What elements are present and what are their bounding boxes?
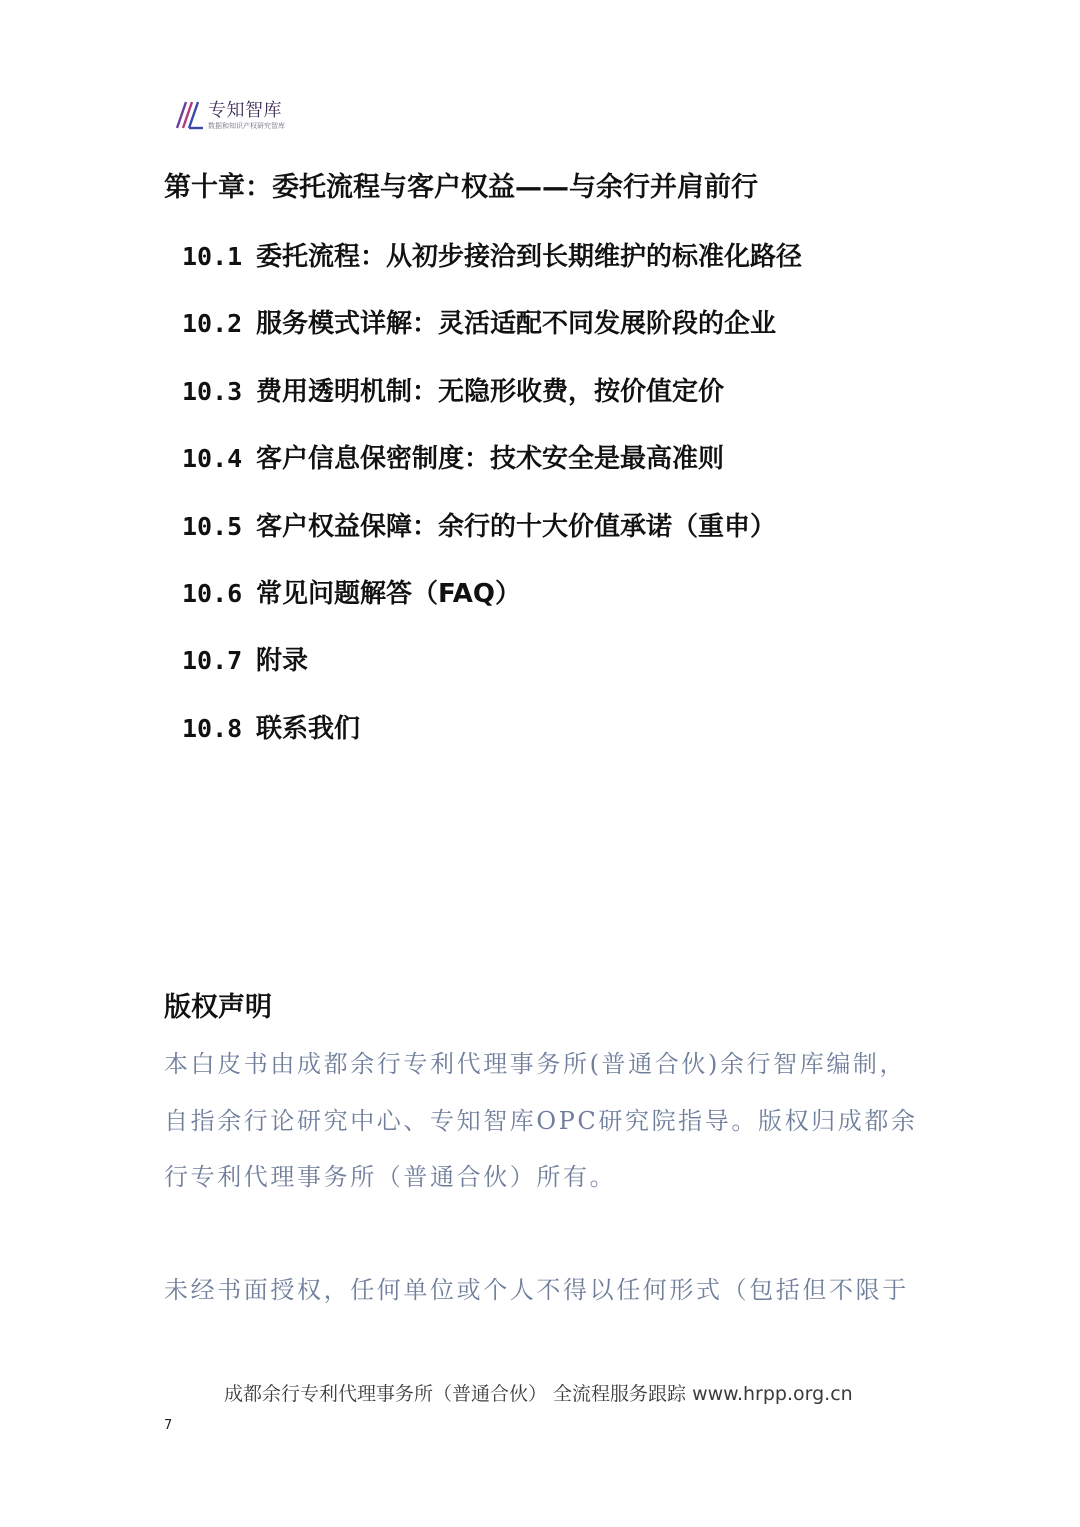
- toc-item-title: 客户信息保密制度：技术安全是最高准则: [256, 444, 725, 475]
- header-logo: [174, 100, 314, 134]
- toc-item: [182, 438, 802, 505]
- toc-item: [182, 371, 802, 438]
- footer-text: 成都余行专利代理事务所（普通合伙） 全流程服务跟踪 www.hrpp.org.cn: [224, 1383, 853, 1405]
- toc-item-number: 10.1: [182, 242, 243, 271]
- page-number: 7: [164, 1418, 173, 1433]
- toc-item-title: 联系我们: [256, 713, 361, 744]
- copyright-paragraph: 未经书面授权，任何单位或个人不得以任何形式（包括但不限于: [164, 1276, 909, 1304]
- toc-item-number: 10.4: [182, 444, 243, 474]
- toc-item: [182, 236, 802, 303]
- chapter-title: 第十章：委托流程与客户权益——与余行并肩前行: [164, 172, 758, 203]
- copyright-paragraph: 本白皮书由成都余行专利代理事务所(普通合伙)余行智库编制，自指余行论研究中心、专知智库OPC研究院指导。版权归成都余行专利代理事务所（普通合伙）所有。: [164, 1050, 918, 1191]
- toc-item-number: 10.5: [182, 511, 243, 541]
- toc-item-title: 服务模式详解：灵活适配不同发展阶段的企业: [256, 309, 777, 340]
- toc-item-title: 委托流程：从初步接洽到长期维护的标准化路径: [256, 242, 803, 272]
- toc-item-title: 客户权益保障：余行的十大价值承诺（重申）: [256, 511, 777, 542]
- logo-subtitle: 数据和知识产权研究智库: [208, 122, 285, 130]
- copyright-heading: 版权声明: [164, 992, 272, 1023]
- toc-item-title: 费用透明机制：无隐形收费，按价值定价: [256, 376, 725, 407]
- toc-item-title: 附录: [256, 646, 309, 677]
- toc-item: [182, 506, 802, 573]
- toc-item-number: 10.3: [182, 376, 243, 406]
- toc-item: [182, 640, 802, 707]
- toc-item-number: 10.2: [182, 309, 243, 339]
- toc-item: [182, 303, 802, 370]
- toc-item-number: 10.8: [182, 713, 243, 743]
- toc-item: [182, 573, 802, 640]
- logo-mark-icon: [174, 100, 204, 130]
- logo-name: 专知智库: [208, 100, 282, 121]
- toc-list: [182, 236, 802, 775]
- toc-item-number: 10.7: [182, 646, 243, 676]
- toc-item-title: 常见问题解答（FAQ）: [256, 578, 522, 609]
- toc-item-number: 10.6: [182, 578, 243, 608]
- toc-item: [182, 708, 802, 775]
